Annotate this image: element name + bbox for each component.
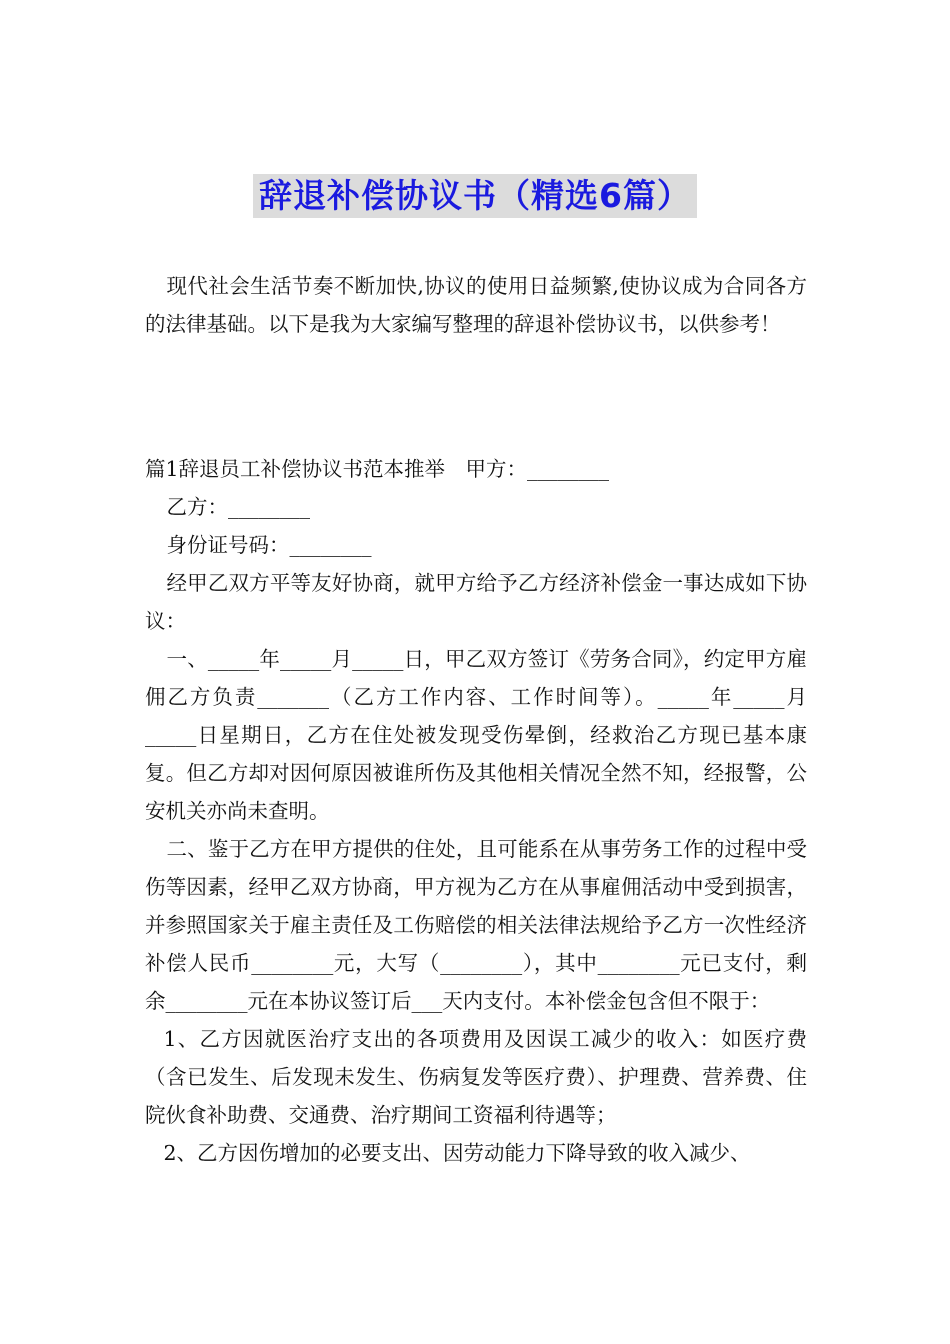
clause-item-2: 2、乙方因伤增加的必要支出、因劳动能力下降导致的收入减少、 — [163, 1141, 751, 1165]
intro-section — [145, 267, 807, 343]
agreement-content — [145, 450, 807, 1172]
party-b-line: 乙方：________ — [166, 495, 311, 519]
id-number-line: 身份证号码：________ — [166, 533, 372, 557]
section-heading-party-a: 篇1辞退员工补偿协议书范本推举 甲方：________ — [145, 457, 610, 481]
clause-two: 二、鉴于乙方在甲方提供的住处，且可能系在从事劳务工作的过程中受伤等因素，经甲乙双方协商，甲方视为乙方在从事雇佣活动中受到损害，并参照国家关于雇主责任及工伤赔偿的相关法律法规给予乙方一次性经济补偿人民币________元，大写（________），其中________元已支付，剩余________元在本协议签订后___天内支付。本补偿金包含但不限于： — [145, 837, 807, 1013]
intro-paragraph: 现代社会生活节奏不断加快,协议的使用日益频繁,使协议成为合同各方的法律基础。以下是我为大家编写整理的辞退补偿协议书，以供参考！ — [145, 274, 807, 336]
clause-item-1: 1、乙方因就医治疗支出的各项费用及因误工减少的收入：如医疗费（含已发生、后发现未发生、伤病复发等医疗费）、护理费、营养费、住院伙食补助费、交通费、治疗期间工资福利待遇等； — [145, 1027, 807, 1127]
clause-one: 一、_____年_____月_____日，甲乙双方签订《劳务合同》，约定甲方雇佣乙方负责_______（乙方工作内容、工作时间等）。_____年_____月_____日星期日，乙方在住处被发现受伤晕倒，经救治乙方现已基本康复。但乙方却对因何原因被谁所伤及其他相关情况全然不知，经报警，公安机关亦尚未查明。 — [145, 647, 807, 823]
document-title: 辞退补偿协议书（精选6篇） — [253, 174, 697, 218]
agreement-preamble: 经甲乙双方平等友好协商，就甲方给予乙方经济补偿金一事达成如下协议： — [145, 571, 807, 633]
title-container — [0, 174, 950, 218]
